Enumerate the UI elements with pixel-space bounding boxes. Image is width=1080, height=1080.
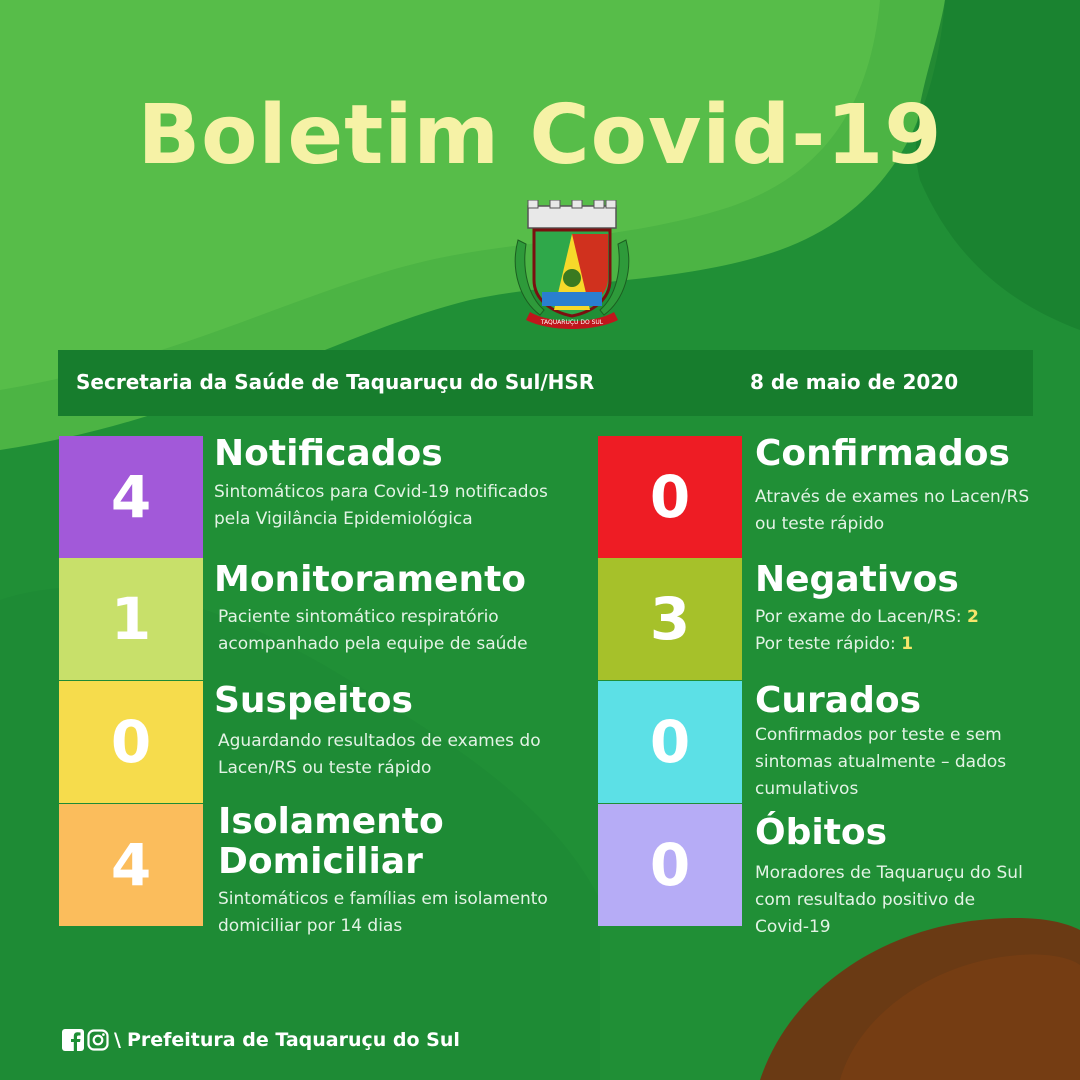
isolamento-description: Sintomáticos e famílias em isolamento domiciliar por 14 dias	[218, 889, 548, 936]
notificados-count: 4	[110, 463, 152, 531]
negativos-count-box	[598, 558, 742, 680]
obitos-title: Óbitos	[755, 812, 888, 853]
notificados-count-box	[59, 436, 203, 558]
isolamento-title: Isolamento Domiciliar	[218, 801, 444, 882]
suspeitos-description: Aguardando resultados de exames do Lacen/RS ou teste rápido	[218, 731, 541, 778]
negativos-lacen-count: 2	[967, 607, 979, 627]
footer-text: Prefeitura de Taquaruçu do Sul	[126, 1029, 460, 1051]
monitoramento-count-box	[59, 558, 203, 680]
curados-count-box	[598, 681, 742, 803]
obitos-count: 0	[649, 831, 691, 899]
monitoramento-title: Monitoramento	[214, 559, 527, 600]
footer-separator: \	[114, 1029, 121, 1051]
instagram-icon[interactable]	[87, 1029, 109, 1051]
confirmados-count: 0	[649, 463, 691, 531]
negativos-count: 3	[649, 585, 691, 653]
footer	[62, 1029, 460, 1051]
municipal-crest-icon	[510, 200, 634, 330]
negativos-description: Por exame do Lacen/RS: 2 Por teste rápido: 1	[755, 607, 979, 654]
negativos-teste-count: 1	[901, 634, 914, 654]
curados-count: 0	[649, 708, 691, 776]
negativos-title: Negativos	[755, 559, 959, 600]
curados-description: Confirmados por teste e sem sintomas atualmente – dados cumulativos	[755, 725, 1007, 799]
facebook-icon[interactable]	[62, 1029, 84, 1051]
obitos-count-box	[598, 804, 742, 926]
notificados-title: Notificados	[214, 433, 443, 474]
suspeitos-title: Suspeitos	[214, 680, 413, 721]
monitoramento-count: 1	[110, 585, 152, 653]
confirmados-description: Através de exames no Lacen/RS ou teste rápido	[755, 487, 1030, 534]
suspeitos-count-box	[59, 681, 203, 803]
confirmados-count-box	[598, 436, 742, 558]
curados-title: Curados	[755, 680, 922, 721]
confirmados-title: Confirmados	[755, 433, 1010, 474]
banner-organization: Secretaria da Saúde de Taquaruçu do Sul/HSR	[76, 370, 595, 394]
suspeitos-count: 0	[110, 708, 152, 776]
info-banner	[58, 350, 1033, 416]
crest-ribbon-text: TAQUARUÇU DO SUL	[540, 319, 604, 326]
page-title: Boletim Covid-19	[137, 88, 943, 183]
notificados-description: Sintomáticos para Covid-19 notificados pela Vigilância Epidemiológica	[214, 482, 548, 529]
obitos-description: Moradores de Taquaruçu do Sul com resultado positivo de Covid-19	[755, 863, 1023, 937]
isolamento-count: 4	[110, 831, 152, 899]
monitoramento-description: Paciente sintomático respiratório acompanhado pela equipe de saúde	[218, 607, 528, 654]
banner-date: 8 de maio de 2020	[750, 370, 959, 394]
isolamento-count-box	[59, 804, 203, 926]
